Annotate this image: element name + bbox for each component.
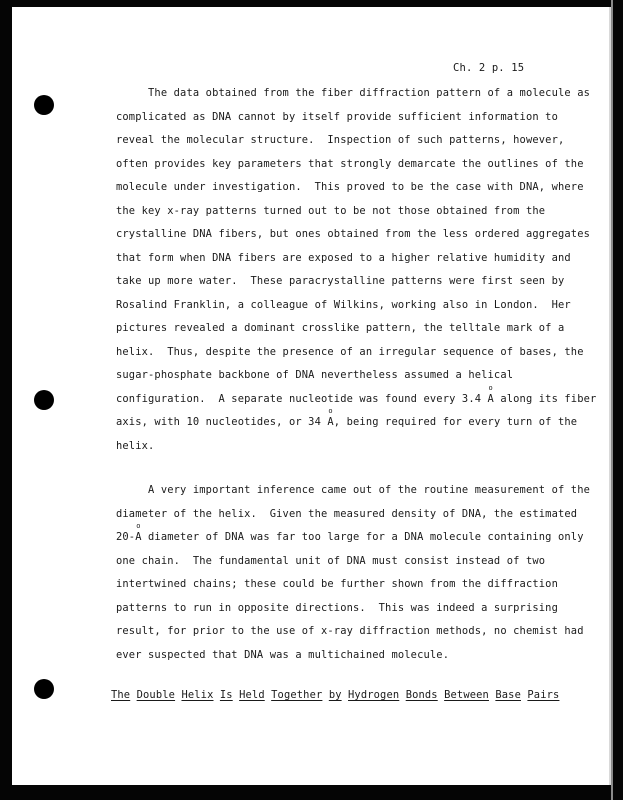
- text-line: [116, 530, 584, 544]
- text-line: take up more water. These paracrystalline patterns were first seen by: [116, 275, 565, 287]
- heading-word: Hydrogen: [348, 689, 400, 701]
- text-line: result, for prior to the use of x-ray diffraction methods, no chemist had: [116, 625, 584, 637]
- text-line: the key x-ray patterns turned out to be not those obtained from the: [116, 204, 546, 217]
- angstrom-symbol: o A: [327, 415, 333, 429]
- binder-hole: [34, 679, 54, 699]
- text-line: helix. Thus, despite the presence of an irregular sequence of bases, the: [116, 345, 584, 358]
- text-line: pictures revealed a dominant crosslike pattern, the telltale mark of a: [116, 322, 565, 334]
- text-line: molecule under investigation. This proved to be the case with DNA, where: [116, 181, 584, 193]
- text-line: crystalline DNA fibers, but ones obtained from the less ordered aggregates: [116, 228, 591, 240]
- text-line: complicated as DNA cannot by itself provide sufficient information to: [116, 110, 558, 123]
- text-line: patterns to run in opposite directions. This was indeed a surprising: [116, 601, 558, 614]
- text-segment: diameter of DNA was far too large for a DNA molecule containing only: [141, 531, 584, 543]
- text-segment: along its fiber: [493, 392, 597, 405]
- heading-word: Double: [136, 689, 176, 701]
- heading-word: Base: [495, 689, 521, 701]
- angstrom-symbol: o A: [488, 392, 494, 406]
- text-line: one chain. The fundamental unit of DNA must consist instead of two: [116, 554, 546, 567]
- heading-word: Helix: [181, 689, 214, 701]
- text-line: A very important inference came out of the routine measurement of the: [116, 484, 591, 496]
- text-line: that form when DNA fibers are exposed to a higher relative humidity and: [116, 251, 571, 264]
- text-line: intertwined chains; these could be further shown from the diffraction: [116, 578, 558, 590]
- heading-word: Pairs: [527, 689, 560, 701]
- text-segment: 20-: [116, 531, 136, 543]
- text-line: sugar-phosphate backbone of DNA nevertheless assumed a helical: [116, 369, 514, 381]
- binder-hole: [34, 95, 54, 115]
- text-line: diameter of the helix. Given the measured density of DNA, the estimated: [116, 507, 578, 520]
- page-number: Ch. 2 p. 15: [453, 62, 525, 74]
- text-line: often provides key parameters that strongly demarcate the outlines of the: [116, 157, 584, 170]
- heading-word: Bonds: [405, 689, 438, 701]
- text-segment: configuration. A separate nucleotide was found every 3.4: [116, 392, 488, 405]
- text-segment: axis, with 10 nucleotides, or 34: [116, 416, 328, 428]
- text-line: reveal the molecular structure. Inspection of such patterns, however,: [116, 134, 565, 146]
- text-line: ever suspected that DNA was a multichained molecule.: [116, 648, 450, 661]
- text-line: Rosalind Franklin, a colleague of Wilkins, working also in London. Her: [116, 298, 571, 311]
- heading-word: Between: [444, 689, 489, 701]
- text-segment: , being required for every turn of the: [333, 416, 578, 428]
- heading-word: The: [111, 689, 131, 701]
- heading-word: by: [328, 689, 342, 701]
- text-line: [116, 415, 577, 429]
- heading-word: Together: [271, 689, 323, 701]
- text-line: [116, 392, 596, 406]
- section-heading: [111, 689, 559, 701]
- text-line: The data obtained from the fiber diffraction pattern of a molecule as: [116, 87, 591, 99]
- page-edge: [611, 0, 613, 800]
- heading-word: Held: [239, 689, 265, 701]
- heading-word: Is: [219, 689, 233, 701]
- angstrom-symbol: o A: [135, 530, 141, 544]
- text-line: helix.: [116, 439, 155, 452]
- binder-hole: [34, 390, 54, 410]
